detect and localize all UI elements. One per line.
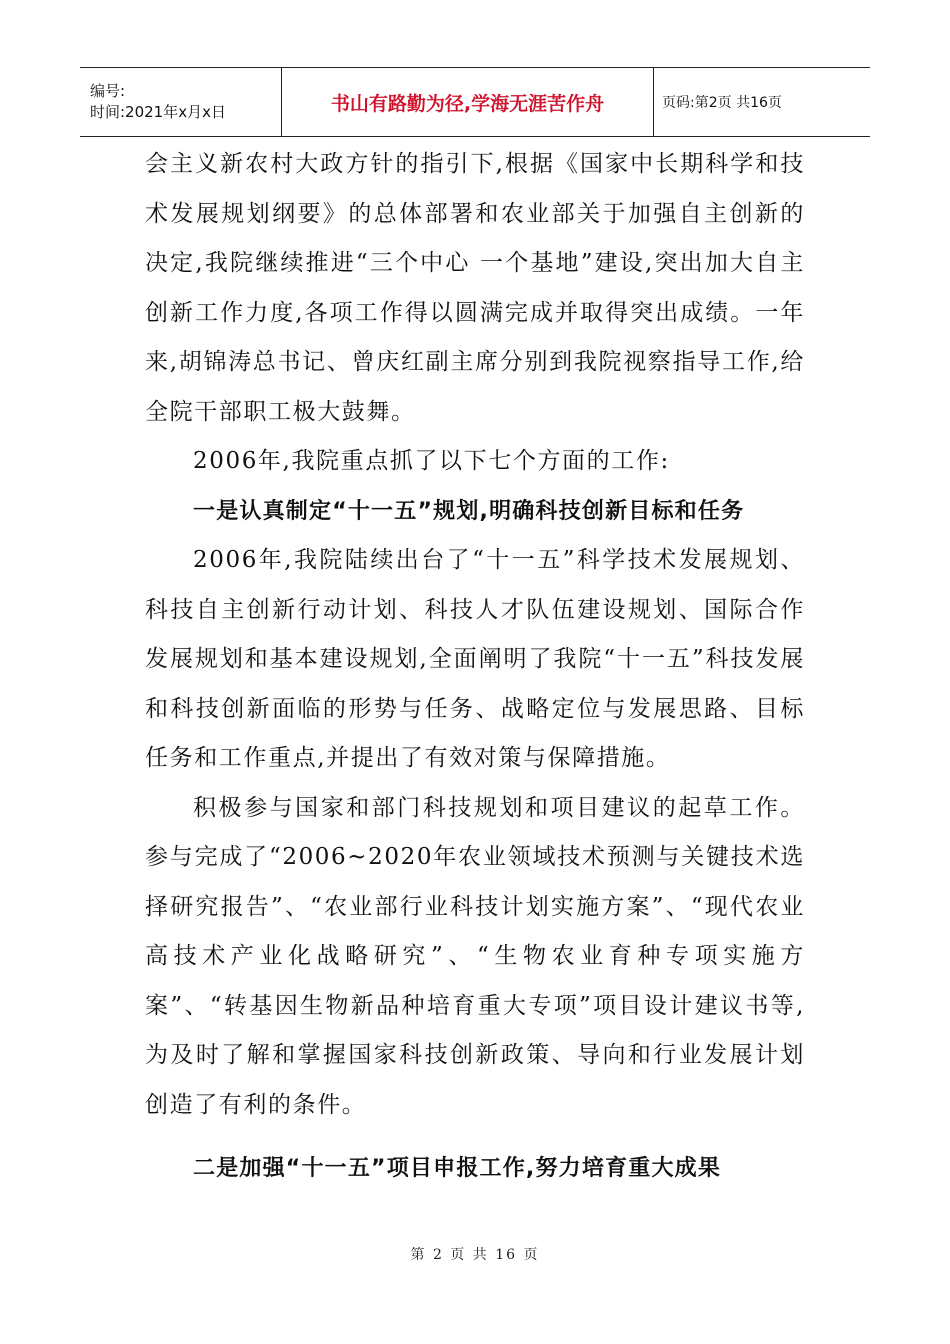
footer-page-number: 第 2 页 共 16 页 — [410, 1247, 540, 1263]
section-heading-1: 一是认真制定“十一五”规划,明确科技创新目标和任务 — [193, 498, 745, 524]
page-header — [80, 67, 870, 137]
header-page-info — [654, 68, 870, 136]
header-motto — [282, 68, 654, 136]
motto-text: 书山有路勤为径,学海无涯苦作舟 — [330, 92, 605, 115]
document-body — [145, 140, 805, 1194]
paragraph-participation: 积极参与国家和部门科技规划和项目建议的起草工作。参与完成了“2006~2020年农业领域技术预测与关键技术选择研究报告”、“农业部行业科技计划实施方案”、“现代农业高技术产业化战略研究”、“生物农业育种专项实施方案”、“转基因生物新品种培育重大专项”项目设计建议书等,为及时了解和掌握国家科技创新政策、导向和行业发展计划创造了有利的条件。 — [145, 794, 805, 1118]
page-info-text: 页码:第2页 共16页 — [662, 95, 782, 111]
header-meta — [80, 68, 282, 136]
document-number-label: 编号: — [90, 82, 126, 100]
paragraph-planning: 2006年,我院陆续出台了“十一五”科学技术发展规划、科技自主创新行动计划、科技人才队伍建设规划、国际合作发展规划和基本建设规划,全面阐明了我院“十一五”科技发展和科技创新面临的形势与任务、战略定位与发展思路、目标任务和工作重点,并提出了有效对策与保障措施。 — [145, 547, 805, 771]
page-footer — [0, 1244, 950, 1264]
paragraph-overview: 2006年,我院重点抓了以下七个方面的工作: — [193, 448, 670, 474]
section-heading-2: 二是加强“十一五”项目申报工作,努力培育重大成果 — [193, 1156, 722, 1181]
document-date: 时间:2021年x月x日 — [90, 103, 226, 121]
paragraph-intro: 会主义新农村大政方针的指引下,根据《国家中长期科学和技术发展规划纲要》的总体部署和农业部关于加强自主创新的决定,我院继续推进“三个中心 一个基地”建设,突出加大自主创新工作力度,各项工作得以圆满完成并取得突出成绩。一年来,胡锦涛总书记、曾庆红副主席分别到我院视察指导工作,给全院干部职工极大鼓舞。 — [145, 151, 805, 425]
